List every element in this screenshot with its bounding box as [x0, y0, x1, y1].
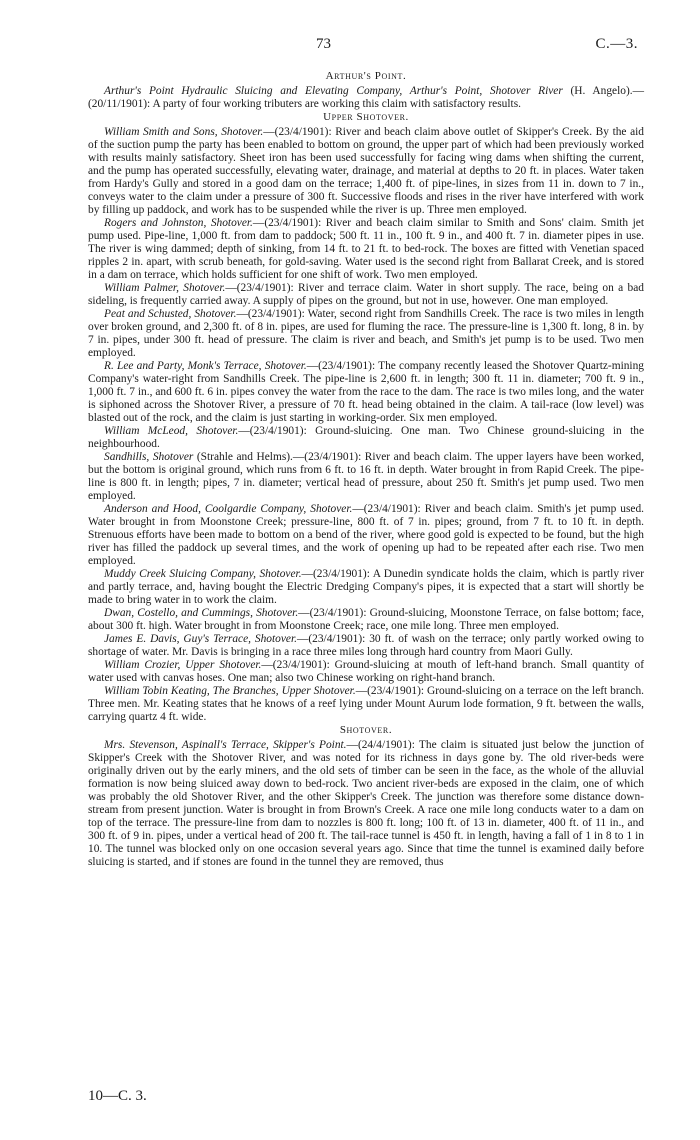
claim-name: William Palmer, Shotover.	[104, 282, 226, 294]
claim-entry	[88, 217, 644, 282]
claim-text: —(24/4/1901): The claim is situated just below the junction of Skipper's Creek with the Shotover River, and was noted for its richness in days gone by. The old river-beds were originally driven out by the early miners, and the old sets of timber can be seen in the face, as the whole of the alluvial formation is now being sluiced away down to bed-rock. Two ancient river-beds are exposed in the claim, one of which was probably the old Shotover River, and the other Skipper's Creek. The junction was therefore some distance down-stream from present junction. Water is brought in from Brown's Creek. A race one mile long conducts water to a dam on top of the terrace. The pressure-line from dam to nozzles is 800 ft. long; 100 ft. of 13 in. diameter, 400 ft. of 11 in., and 300 ft. of 9 in. pipes, under a vertical head of 200 ft. The tail-race tunnel is 450 ft. in length, having a fall of 1 in 8 to 1 in 10. The tunnel was blocked only on one occasion several years ago. Since that time the tunnel is examined daily before sluicing is started, and if stones are found in the tunnel they are removed, thus	[88, 739, 644, 868]
claim-entry	[88, 739, 644, 869]
section-heading: Upper Shotover.	[323, 111, 409, 123]
claim-text: —(23/4/1901): Ground-sluicing on a terrace on the left branch. Three men. Mr. Keating states that he knows of a reef lying under Mount Aurum lode formation, 9 ft. between the walls, carrying quartz 4 ft. wide.	[88, 685, 644, 723]
claim-entry	[88, 360, 644, 425]
claim-text: —(23/4/1901): River and terrace claim. Water in short supply. The race, being on a bad sideling, is frequently carried away. A supply of pipes on the ground, but not in use, however. One man employed.	[88, 282, 644, 307]
claim-text: —(23/4/1901): River and beach claim. Smith's jet pump used. Water brought in from Moonstone Creek; pressure-line, 800 ft. of 7 in. pipes; ground, from 7 ft. to 10 ft. in depth. Strenuous efforts have been made to bottom on a bend of the river, where good gold is expected to be found, but the high river has filled the paddock up several times, and the work of opening up had to be repeated after each rise. Two men employed.	[88, 503, 644, 567]
claim-entry	[88, 85, 644, 111]
section-heading: Shotover.	[339, 724, 393, 736]
section-heading: Arthur's Point.	[325, 70, 407, 82]
claim-text: (H. Angelo).—(20/11/1901): A party of four working tributers are working this claim with satisfactory results.	[88, 85, 644, 110]
claim-name: Rogers and Johnston, Shotover.	[104, 217, 253, 229]
page-number: 73	[316, 36, 331, 52]
claim-text: —(23/4/1901): Water, second right from Sandhills Creek. The race is two miles in length over broken ground, and 2,300 ft. of 8 in. pipes, are used for fluming the race. The pressure-line is 1,300 ft. long, 8 in. by 7 in. pipes, under 300 ft. head of pressure. The claim is river and beach, and Smith's jet pump is to be used. Two men employed.	[88, 308, 644, 359]
claim-text: —(23/4/1901): A Dunedin syndicate holds the claim, which is partly river and partly terrace, and, having bought the Electric Dredging Company's pipes, it is expected that a start will shortly be made to bring water in to work the claim.	[88, 568, 644, 606]
sheet-signature: 10—C. 3.	[88, 1088, 147, 1104]
claim-entry	[88, 568, 644, 607]
claim-name: R. Lee and Party, Monk's Terrace, Shotover.	[104, 360, 307, 372]
claim-text: —(23/4/1901): Ground-sluicing. One man. Two Chinese ground-sluicing in the neighbourhood.	[88, 425, 645, 450]
claim-name: Muddy Creek Sluicing Company, Shotover.	[104, 568, 302, 580]
claim-entry	[88, 126, 644, 217]
claim-name: Peat and Schusted, Shotover.	[104, 308, 237, 320]
claim-text: —(23/4/1901): River and beach claim similar to Smith and Sons' claim. Smith jet pump used. Pipe-line, 1,000 ft. from dam to paddock; 500 ft. 11 in., 100 ft. 9 in., and 400 ft. 7 in. diameter pipes in use. The river is wing dammed; depth of sinking, from 14 ft. to 21 ft. to bed-rock. The boxes are fitted with Venetian spaced ripples 2 in. apart, with scrub beneath, for gold-saving. Water used is the second right from Ballarat Creek, and is stored in a dam on terrace, which holds sufficient for one shift of work. Two men employed.	[88, 217, 645, 281]
claim-name: Mrs. Stevenson, Aspinall's Terrace, Skipper's Point.	[104, 739, 347, 751]
claim-text: —(23/4/1901): River and beach claim above outlet of Skipper's Creek. By the aid of the suction pump the party has been enabled to bottom on ground, the upper part of which had been previously worked with results mainly satisfactory. Sheet iron has been used successfully for facing wing dams when shifting the current, and the pump has operated successfully, elevating water, drainage, and material at depths to 20 ft. in places. Water taken from Hardy's Gully and stored in a good dam on the terrace; 1,400 ft. of pipe-lines, in sizes from 11 in. down to 7 in., conveys water to the claim under a pressure of 300 ft. Successive floods and rises in the river have interfered with work by filling up paddock, and work has to be suspended while the river is up. Three men employed.	[88, 126, 644, 216]
claim-name: James E. Davis, Guy's Terrace, Shotover.	[104, 633, 297, 645]
claim-text: —(23/4/1901): Ground-sluicing, Moonstone Terrace, on false bottom; face, about 300 ft. high. Water brought in from Moonstone Creek; race, one mile long. Three men employed.	[88, 607, 644, 632]
claim-text: —(23/4/1901): 30 ft. of wash on the terrace; only partly worked owing to shortage of water. Mr. Davis is bringing in a race three miles long through hard country from Maori Gully.	[88, 633, 644, 658]
claim-entry	[88, 282, 644, 308]
claim-name: William Crozier, Upper Shotover.	[104, 659, 262, 671]
claim-entry	[88, 659, 644, 685]
claim-entry	[88, 503, 644, 568]
claim-entry	[88, 685, 644, 724]
claim-name: Arthur's Point Hydraulic Sluicing and Elevating Company, Arthur's Point, Shotover River	[104, 85, 563, 97]
claim-entry	[88, 451, 644, 503]
claim-entry	[88, 607, 644, 633]
claim-text: —(23/4/1901): The company recently leased the Shotover Quartz-mining Company's water-right from Sandhills Creek. The pipe-line is 2,600 ft. in length; 300 ft. 11 in. diameter; 700 ft. 9 in., 1,000 ft. 7 in., and 600 ft. 6 in. pipes convey the water from the race to the dam. The race is two miles long, and the water is siphoned across the Shotover River, a pressure of 70 ft. head being obtained in the claim. A tail-race (low level) was blasted out of the rock, and the claim is just starting in working-order. Six men employed.	[88, 360, 644, 424]
document-code: C.—3.	[595, 36, 638, 52]
claim-name: Anderson and Hood, Coolgardie Company, Shotover.	[104, 503, 353, 515]
page-header	[0, 38, 700, 56]
claim-entry	[88, 633, 644, 659]
claim-name: William McLeod, Shotover.	[104, 425, 239, 437]
claim-name: Sandhills, Shotover	[104, 451, 194, 463]
claim-text: —(23/4/1901): Ground-sluicing at mouth of left-hand branch. Small quantity of water used with canvas hoses. One man; also two Chinese working on right-hand branch.	[88, 659, 644, 684]
claim-name: William Smith and Sons, Shotover.	[104, 126, 264, 138]
claim-text: (Strahle and Helms).—(23/4/1901): River and beach claim. The upper layers have been worked, but the bottom is original ground, which runs from 6 ft. to 16 ft. in depth. Water brought in from Rapid Creek. The pipe-line is 800 ft. in length; pipes, 7 in. diameter; vertical head of pressure, about 250 ft. Smith's jet pump used. Two men employed.	[88, 451, 644, 502]
page-body	[88, 70, 644, 869]
claim-name: Dwan, Costello, and Cummings, Shotover.	[104, 607, 299, 619]
claim-name: William Tobin Keating, The Branches, Upper Shotover.	[104, 685, 356, 697]
claim-entry	[88, 425, 644, 451]
claim-entry	[88, 308, 644, 360]
